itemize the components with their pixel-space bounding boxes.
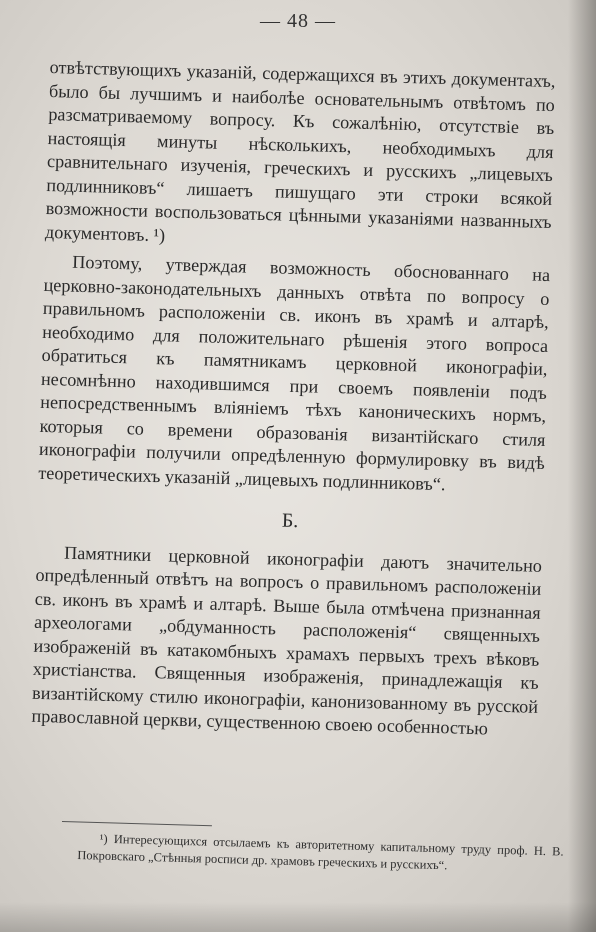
footnote-divider	[62, 821, 212, 826]
body-text	[31, 56, 556, 742]
footnote-text: ¹) Интересующихся отсылаемъ къ авторитетному капитальному труду проф. Н. В. Покровскаго „Стѣнныя росписи др. храмовъ греческихъ и русскихъ“.	[77, 831, 564, 873]
page-number: — 48 —	[260, 10, 336, 32]
page-shadow-bottom	[0, 902, 596, 932]
footnote	[77, 830, 564, 878]
paragraph: отвѣтствующихъ указаній, содержащихся въ этихъ документахъ, было бы лучшимъ и наиболѣе основательнымъ отвѣтомъ по разсматриваемому вопросу. Къ сожалѣнію, отсутствіе въ настоящія минуты нѣсколькихъ, необходимыхъ для сравнительнаго изученія, греческихъ и русскихъ „лицевыхъ подлинниковъ“ лишаетъ пишущаго эти строки всякой возможности воспользоваться цѣнными указаніями названныхъ документовъ. ¹)	[44, 56, 556, 245]
page-shadow-right	[568, 0, 596, 932]
section-heading: Б.	[281, 509, 299, 533]
paragraph: Памятники церковной иконографіи даютъ значительно опредѣленный отвѣтъ на вопросъ о правильномъ расположеніи св. иконъ въ храмѣ и алтарѣ. Выше была отмѣчена признанная археологами „обдуманность расположенія“ священныхъ изображеній въ катакомбныхъ храмахъ первыхъ трехъ вѣковъ христіанства. Священныя изображенія, принадлежащія къ византійскому стилю иконографіи, канонизованному въ русской православной церкви, существенною своею особенностью	[31, 542, 543, 739]
paragraph: Поэтому, утверждая возможность обоснованнаго на церковно-законодательныхъ данныхъ отвѣта по вопросу о правильномъ расположеніи св. иконъ въ храмѣ и алтарѣ, необходимо для положительнаго рѣшенія этого вопроса обратиться къ памятникамъ церковной иконографіи, несомнѣнно находившимся при своемъ появленіи подъ непосредственнымъ вліяніемъ тѣхъ каноническихъ нормъ, которыя со времени образованія византійскаго стиля иконографіи получили опредѣленную формулировку въ видѣ теоретическихъ указаній „лицевыхъ подлинниковъ“.	[38, 251, 551, 494]
